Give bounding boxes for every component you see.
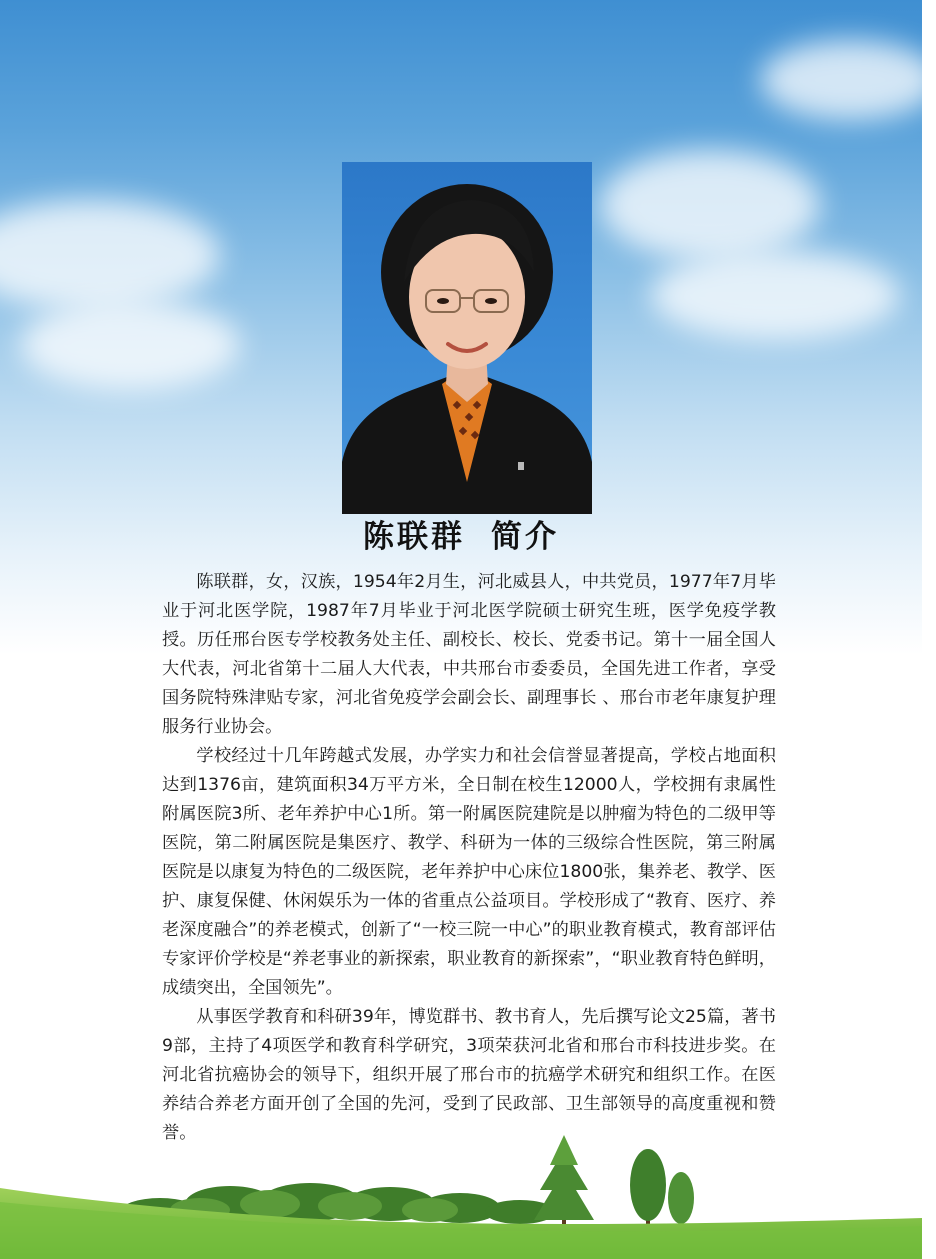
person-name: 陈联群 (363, 519, 465, 555)
cloud-left-low (20, 300, 240, 390)
paragraph-school: 学校经过十几年跨越式发展，办学实力和社会信誉显著提高，学校占地面积达到1376亩，建筑面积34万平方米，全日制在校生12000人，学校拥有隶属性附属医院3所、老年养护中心1所。第一附属医院建院是以肿瘤为特色的二级甲等医院，第二附属医院是集医疗、教学、科研为一体的三级综合性医院，第三附属医院是以康复为特色的二级医院，老年养护中心床位1800张，集养老、教学、医护、康复保健、休闲娱乐为一体的省重点公益项目。学校形成了“教育、医疗、养老深度融合”的养老模式，创新了“一校三院一中心”的职业教育模式，教育部评估专家评价学校是“养老事业的新探索，职业教育的新探索”，“职业教育特色鲜明，成绩突出，全国领先”。 (162, 746, 776, 998)
cloud-right-low (650, 250, 900, 340)
page-title (0, 515, 922, 559)
paragraph-background: 陈联群，女，汉族，1954年2月生，河北威县人，中共党员，1977年7月毕业于河北医学院，1987年7月毕业于河北医学院硕士研究生班，医学免疫学教授。历任邢台医专学校教务处主任、副校长、校长、党委书记。第十一届全国人大代表，河北省第十二届人大代表，中共邢台市委委员，全国先进工作者，享受国务院特殊津贴专家，河北省免疫学会副会长、副理事长 、邢台市老年康复护理服务行业协会。 (162, 572, 776, 737)
grass-landscape (0, 1130, 922, 1259)
portrait-photo (342, 162, 592, 514)
tree-group (534, 1135, 694, 1225)
title-suffix: 简介 (491, 519, 559, 555)
portrait-illustration (342, 162, 592, 514)
cloud-right (600, 150, 820, 260)
biography-text (162, 568, 776, 1148)
paragraph-research: 从事医学教育和科研39年，博览群书、教书育人，先后撰写论文25篇，著书9部，主持了4项医学和教育科学研究，3项荣获河北省和邢台市科技进步奖。在河北省抗癌协会的领导下，组织开展了邢台市的抗癌学术研究和组织工作。在医养结合养老方面开创了全国的先河，受到了民政部、卫生部领导的高度重视和赞誉。 (162, 1007, 776, 1143)
cloud-left (0, 200, 220, 310)
page-edge (922, 0, 936, 1259)
cloud-top-right (760, 40, 922, 120)
